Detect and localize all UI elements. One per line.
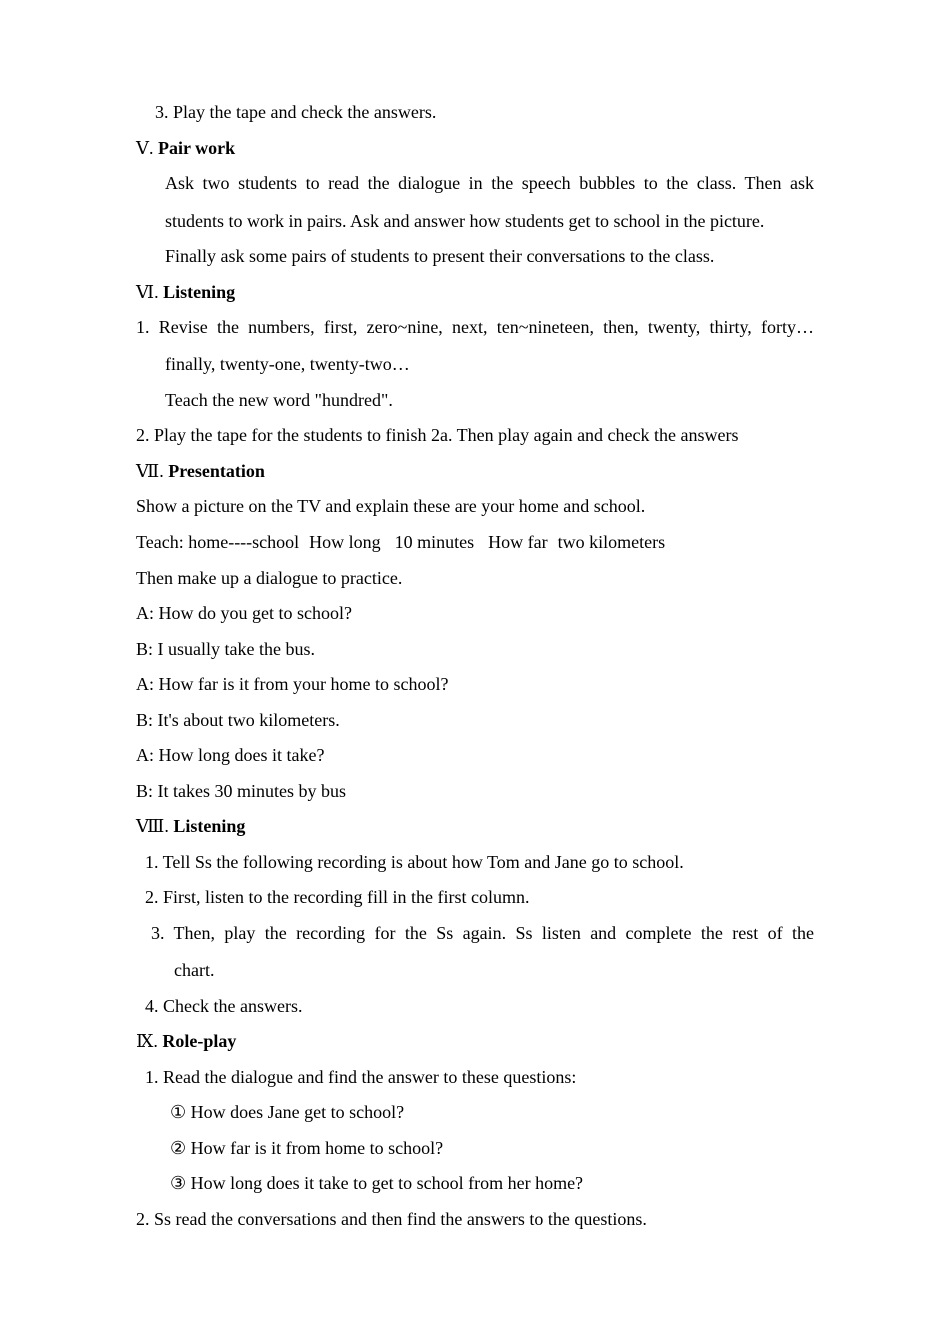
dialogue-line: B: It's about two kilometers. [136, 710, 340, 730]
teach-item: How far [488, 532, 548, 552]
text-line: finally, twenty-one, twenty-two… [165, 354, 410, 374]
text-line: Finally ask some pairs of students to present their conversations to the class. [165, 246, 715, 266]
text-line: Teach the new word "hundred". [165, 390, 393, 410]
section-title: Listening [163, 282, 236, 302]
section-heading-listening-2 [136, 815, 245, 837]
section-number: Ⅵ. [136, 282, 159, 302]
text-line: 2. Ss read the conversations and then find the answers to the questions. [136, 1209, 647, 1229]
dialogue-line: A: How long does it take? [136, 745, 325, 765]
teach-item: Teach: home----school [136, 532, 300, 552]
dialogue-line: B: I usually take the bus. [136, 639, 315, 659]
section-title: Role-play [162, 1031, 237, 1051]
text-line: Then make up a dialogue to practice. [136, 568, 403, 588]
teach-item: How long [309, 532, 381, 552]
section-heading-pair-work [136, 137, 235, 159]
section-number: Ⅷ. [136, 816, 169, 836]
text-line: 2. First, listen to the recording fill in the first column. [145, 887, 530, 907]
dialogue-line: A: How do you get to school? [136, 603, 352, 623]
section-number: Ⅶ. [136, 461, 164, 481]
text-line: 2. Play the tape for the students to finish 2a. Then play again and check the answers [136, 425, 739, 445]
dialogue-line: B: It takes 30 minutes by bus [136, 781, 346, 801]
section-title: Listening [173, 816, 246, 836]
dialogue-line: A: How far is it from your home to school? [136, 674, 449, 694]
text-line: students to work in pairs. Ask and answer how students get to school in the picture. [165, 211, 765, 231]
text-line: 1. Read the dialogue and find the answer to these questions: [145, 1067, 577, 1087]
teach-item: 10 minutes [394, 532, 475, 552]
question-item: ② How far is it from home to school? [170, 1138, 444, 1158]
teach-item: two kilometers [557, 532, 666, 552]
section-number: Ⅸ. [136, 1031, 158, 1051]
text-line: 1. Tell Ss the following recording is about how Tom and Jane go to school. [145, 852, 684, 872]
text-line: 1. Revise the numbers, first, zero~nine, next, ten~nineteen, then, twenty, thirty, forty… [136, 317, 814, 337]
section-number: Ⅴ. [136, 138, 154, 158]
question-item: ① How does Jane get to school? [170, 1102, 405, 1122]
text-line: Show a picture on the TV and explain these are your home and school. [136, 496, 646, 516]
section-heading-presentation [136, 460, 265, 482]
section-title: Pair work [158, 138, 236, 158]
text-line: 3. Then, play the recording for the Ss again. Ss listen and complete the rest of the [151, 923, 814, 943]
text-line: 4. Check the answers. [145, 996, 303, 1016]
section-heading-role-play [136, 1030, 236, 1052]
section-title: Presentation [168, 461, 265, 481]
question-item: ③ How long does it take to get to school from her home? [170, 1173, 584, 1193]
teach-words-line [136, 531, 665, 553]
text-line: chart. [174, 960, 215, 980]
text-line: 3. Play the tape and check the answers. [155, 102, 437, 122]
section-heading-listening [136, 281, 235, 303]
text-line: Ask two students to read the dialogue in the speech bubbles to the class. Then ask [165, 173, 814, 193]
